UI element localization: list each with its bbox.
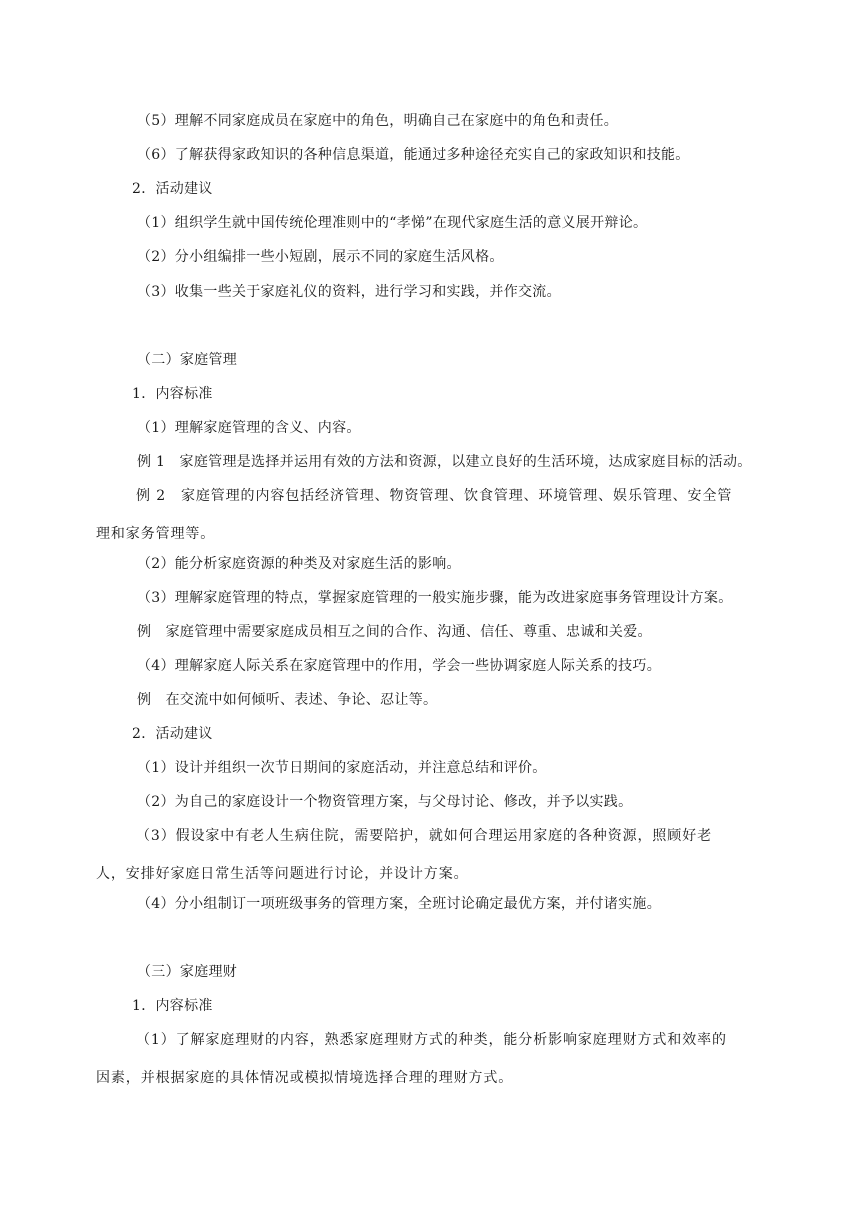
activity-1-debate: （1）组织学生就中国传统伦理准则中的“孝悌”在现代家庭生活的意义展开辩论。 (137, 215, 648, 231)
example-2: 例 2 家庭管理的内容包括经济管理、物资管理、饮食管理、环境管理、娱乐管理、安全管理和家务管理等。 (96, 488, 733, 542)
heading-content-standard-3: 1．内容标准 (132, 998, 213, 1014)
activity-1-holiday: （1）设计并组织一次节日期间的家庭活动，并注意总结和评价。 (137, 760, 547, 776)
standard-1-meaning: （1）理解家庭管理的含义、内容。 (137, 420, 361, 436)
section-heading-family-management: （二）家庭管理 (137, 352, 238, 368)
standard-1-finance: （1）了解家庭理财的内容，熟悉家庭理财方式的种类，能分析影响家庭理财方式和效率的因素，并根据家庭的具体情况或模拟情境选择合理的理财方式。 (96, 1032, 727, 1086)
standard-2-resources: （2）能分析家庭资源的种类及对家庭生活的影响。 (137, 556, 461, 572)
standard-4-relationships: （4）理解家庭人际关系在家庭管理中的作用，学会一些协调家庭人际关系的技巧。 (137, 658, 662, 674)
standard-3-characteristics: （3）理解家庭管理的特点，掌握家庭管理的一般实施步骤，能为改进家庭事务管理设计方案。 (137, 590, 733, 606)
heading-activity-suggestions-2: 2．活动建议 (132, 726, 213, 742)
item-5-role: （5）理解不同家庭成员在家庭中的角色，明确自己在家庭中的角色和责任。 (137, 113, 619, 129)
activity-4-class-affairs: （4）分小组制订一项班级事务的管理方案，全班讨论确定最优方案，并付诸实施。 (137, 896, 662, 912)
activity-2-skit: （2）分小组编排一些小短剧，展示不同的家庭生活风格。 (137, 249, 504, 265)
item-6-info-channels: （6）了解获得家政知识的各种信息渠道，能通过多种途径充实自己的家政知识和技能。 (137, 147, 690, 163)
example-cooperation: 例 家庭管理中需要家庭成员相互之间的合作、沟通、信任、尊重、忠诚和关爱。 (137, 624, 652, 640)
activity-2-materials: （2）为自己的家庭设计一个物资管理方案，与父母讨论、修改，并予以实践。 (137, 794, 633, 810)
heading-content-standard-2: 1．内容标准 (132, 386, 213, 402)
heading-activity-suggestions-1: 2．活动建议 (132, 181, 213, 197)
section-heading-family-finance: （三）家庭理财 (137, 964, 238, 980)
example-1: 例 1 家庭管理是选择并运用有效的方法和资源，以建立良好的生活环境，达成家庭目标的活动。 (137, 454, 752, 470)
activity-3-elderly-care: （3）假设家中有老人生病住院，需要陪护，就如何合理运用家庭的各种资源，照顾好老人，安排好家庭日常生活等问题进行讨论，并设计方案。 (96, 828, 713, 882)
activity-3-etiquette: （3）收集一些关于家庭礼仪的资料，进行学习和实践，并作交流。 (137, 284, 561, 300)
example-communication: 例 在交流中如何倾听、表述、争论、忍让等。 (137, 692, 438, 708)
